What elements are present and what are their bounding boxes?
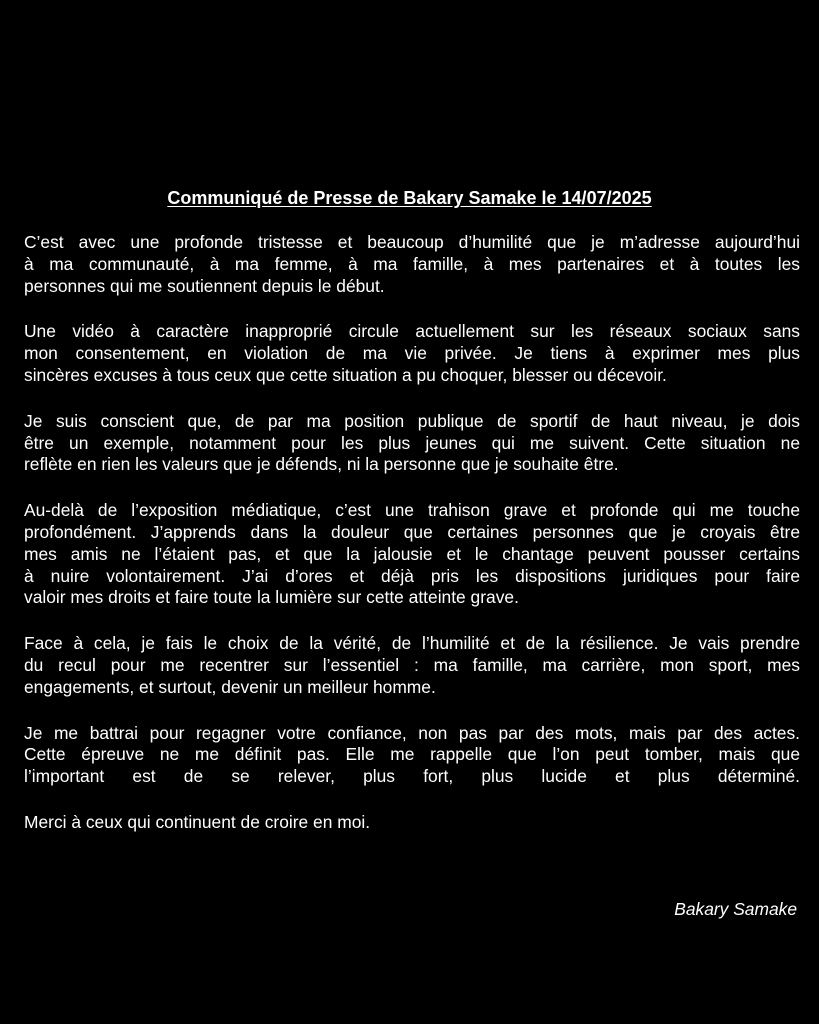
text-line: sincères excuses à tous ceux que cette situation a pu choquer, blesser ou décevoir. [24, 364, 667, 385]
text-line: être un exemple, notamment pour les plus jeunes qui me suivent. Cette situation ne [24, 432, 800, 453]
text-line: du recul pour me recentrer sur l’essentiel : ma famille, ma carrière, mon sport, mes [24, 654, 800, 675]
paragraph-3 [24, 411, 800, 476]
text-line: mon consentement, en violation de ma vie privée. Je tiens à exprimer mes plus [24, 343, 800, 364]
text-line: l’important est de se relever, plus fort, plus lucide et plus déterminé. [24, 766, 800, 787]
text-line: profondément. J’apprends dans la douleur que certaines personnes que je croyais être [24, 521, 800, 542]
paragraph-5 [24, 633, 800, 698]
text-line: personnes qui me soutiennent depuis le début. [24, 275, 385, 296]
text-line: Merci à ceux qui continuent de croire en moi. [24, 811, 371, 832]
document-title: Communiqué de Presse de Bakary Samake le 14/07/2025 [167, 188, 652, 208]
text-line: valoir mes droits et faire toute la lumière sur cette atteinte grave. [24, 587, 519, 608]
document-body [24, 232, 800, 858]
text-line: à ma communauté, à ma femme, à ma famille, à mes partenaires et à toutes les [24, 253, 800, 274]
paragraph-6 [24, 723, 800, 788]
text-line: C’est avec une profonde tristesse et beaucoup d’humilité que je m’adresse aujourd’hui [24, 232, 800, 252]
text-line: Je me battrai pour regagner votre confiance, non pas par des mots, mais par des actes. [24, 722, 800, 743]
text-line: à nuire volontairement. J’ai d’ores et déjà pris les dispositions juridiques pour faire [24, 565, 800, 586]
text-line: Une vidéo à caractère inapproprié circule actuellement sur les réseaux sociaux sans [24, 321, 800, 342]
paragraph-7 [24, 812, 800, 834]
text-line: Face à cela, je fais le choix de la vérité, de l’humilité et de la résilience. Je vais prendre [24, 633, 800, 654]
text-line: Je suis conscient que, de par ma position publique de sportif de haut niveau, je dois [24, 410, 800, 431]
paragraph-2 [24, 321, 800, 386]
paragraph-4 [24, 500, 800, 609]
text-line: Au-delà de l’exposition médiatique, c’est une trahison grave et profonde qui me touche [24, 500, 800, 521]
signature: Bakary Samake [674, 899, 797, 919]
text-line: engagements, et surtout, devenir un meilleur homme. [24, 676, 436, 697]
text-line: mes amis ne l’étaient pas, et que la jalousie et le chantage peuvent pousser certains [24, 543, 800, 564]
paragraph-1 [24, 232, 800, 297]
text-line: reflète en rien les valeurs que je défends, ni la personne que je souhaite être. [24, 454, 619, 475]
text-line: Cette épreuve ne me définit pas. Elle me rappelle que l’on peut tomber, mais que [24, 744, 800, 765]
